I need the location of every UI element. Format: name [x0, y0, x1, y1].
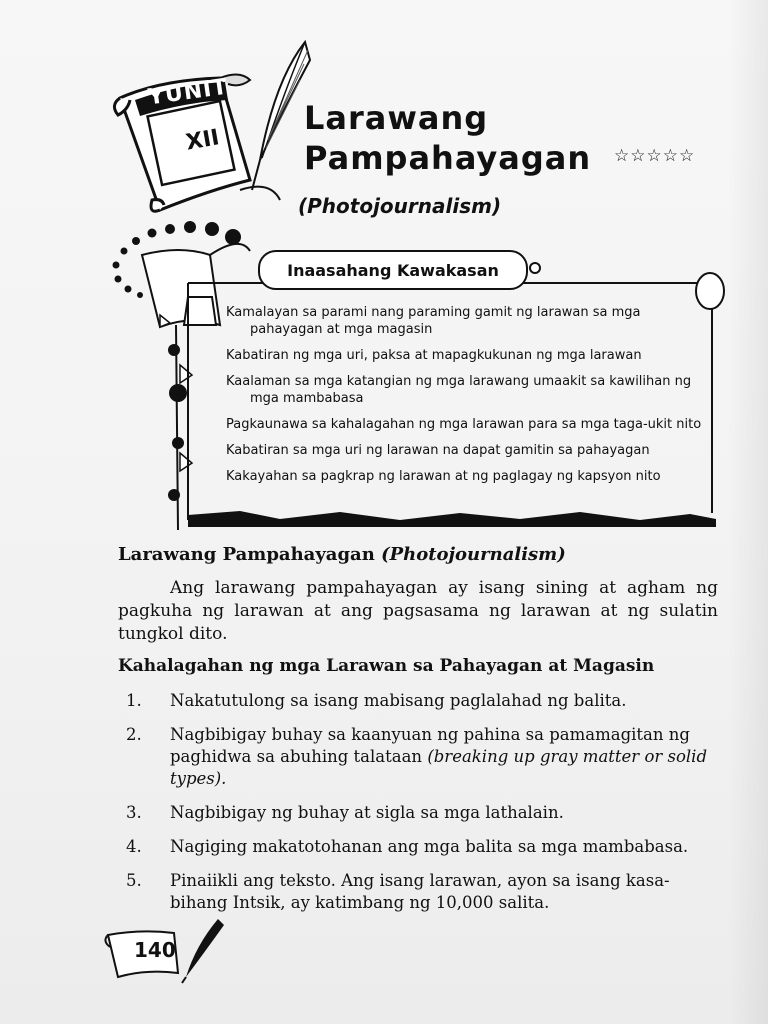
list-item-text: Nakatutulong sa isang mabisang paglalahad ng balita. — [170, 691, 627, 710]
objective-item: Kamalayan sa parami nang paraming gamit ng larawan sa mga pahayagan at mga magasin — [226, 305, 641, 337]
list-item-number: 5. — [126, 871, 142, 890]
list-item-number: 1. — [126, 691, 142, 710]
list-item — [126, 836, 722, 858]
objective-item: Kabatiran sa mga uri ng larawan na dapat gamitin sa pahayagan — [226, 443, 650, 458]
definition-paragraph: Ang larawang pampahayagan ay isang sining at agham ng pagkuha ng larawan at ang pagsasama ng larawan at ng sulatin tungkol dito. — [118, 578, 718, 644]
chapter-subtitle: (Photojournalism) — [298, 194, 502, 218]
title-stars-decoration: ☆☆☆☆☆ — [614, 146, 696, 166]
list-item-number: 3. — [126, 803, 142, 822]
list-item-italic-text: (breaking up gray matter or solid types). — [170, 747, 708, 788]
list-item-number: 4. — [126, 837, 142, 856]
list-item-text: Nagiging makatotohanan ang mga balita sa mga mambabasa. — [170, 837, 689, 856]
objectives-list — [226, 304, 716, 494]
page-number: 140 — [134, 938, 176, 962]
unit-word: YUNIT — [146, 74, 230, 111]
chapter-title-line1: Larawang — [304, 99, 489, 137]
chapter-title-line2: Pampahayagan — [304, 139, 592, 177]
list-item — [126, 870, 722, 914]
list-item-number: 2. — [126, 725, 142, 744]
importance-list — [126, 690, 722, 926]
list-item — [126, 724, 722, 790]
section-heading-italic: (Photojournalism) — [381, 544, 566, 565]
objective-item: Pagkaunawa sa kahalagahan ng mga larawan para sa mga taga-ukit nito — [226, 417, 702, 432]
list-item-text: Pinaiikli ang teksto. Ang isang larawan, ayon sa isang kasa-bihang Intsik, ay katimbang ng 10,000 salita. — [170, 871, 670, 912]
list-item-text: Nagbibigay buhay sa kaanyuan ng pahina sa pamamagitan ng paghidwa sa abuhing talataan — [170, 725, 690, 766]
list-item — [126, 690, 722, 712]
list-item-text: Nagbibigay ng buhay at sigla sa mga lathalain. — [170, 803, 564, 822]
objectives-header: Inaasahang Kawakasan — [258, 250, 528, 290]
section-heading-importance: Kahalagahan ng mga Larawan sa Pahayagan at Magasin — [118, 656, 655, 676]
section-heading-photojournalism — [118, 544, 566, 565]
unit-number: XII — [184, 125, 222, 156]
list-item — [126, 802, 722, 824]
objective-item: Kabatiran ng mga uri, paksa at mapagkukunan ng mga larawan — [226, 348, 642, 363]
section-heading-text: Larawang Pampahayagan — [118, 544, 375, 565]
objective-item: Kaalaman sa mga katangian ng mga larawang umaakit sa kawilihan ng mga mambabasa — [226, 374, 692, 406]
chapter-title — [304, 98, 591, 178]
objective-item: Kakayahan sa pagkrap ng larawan at ng paglagay ng kapsyon nito — [226, 469, 661, 484]
